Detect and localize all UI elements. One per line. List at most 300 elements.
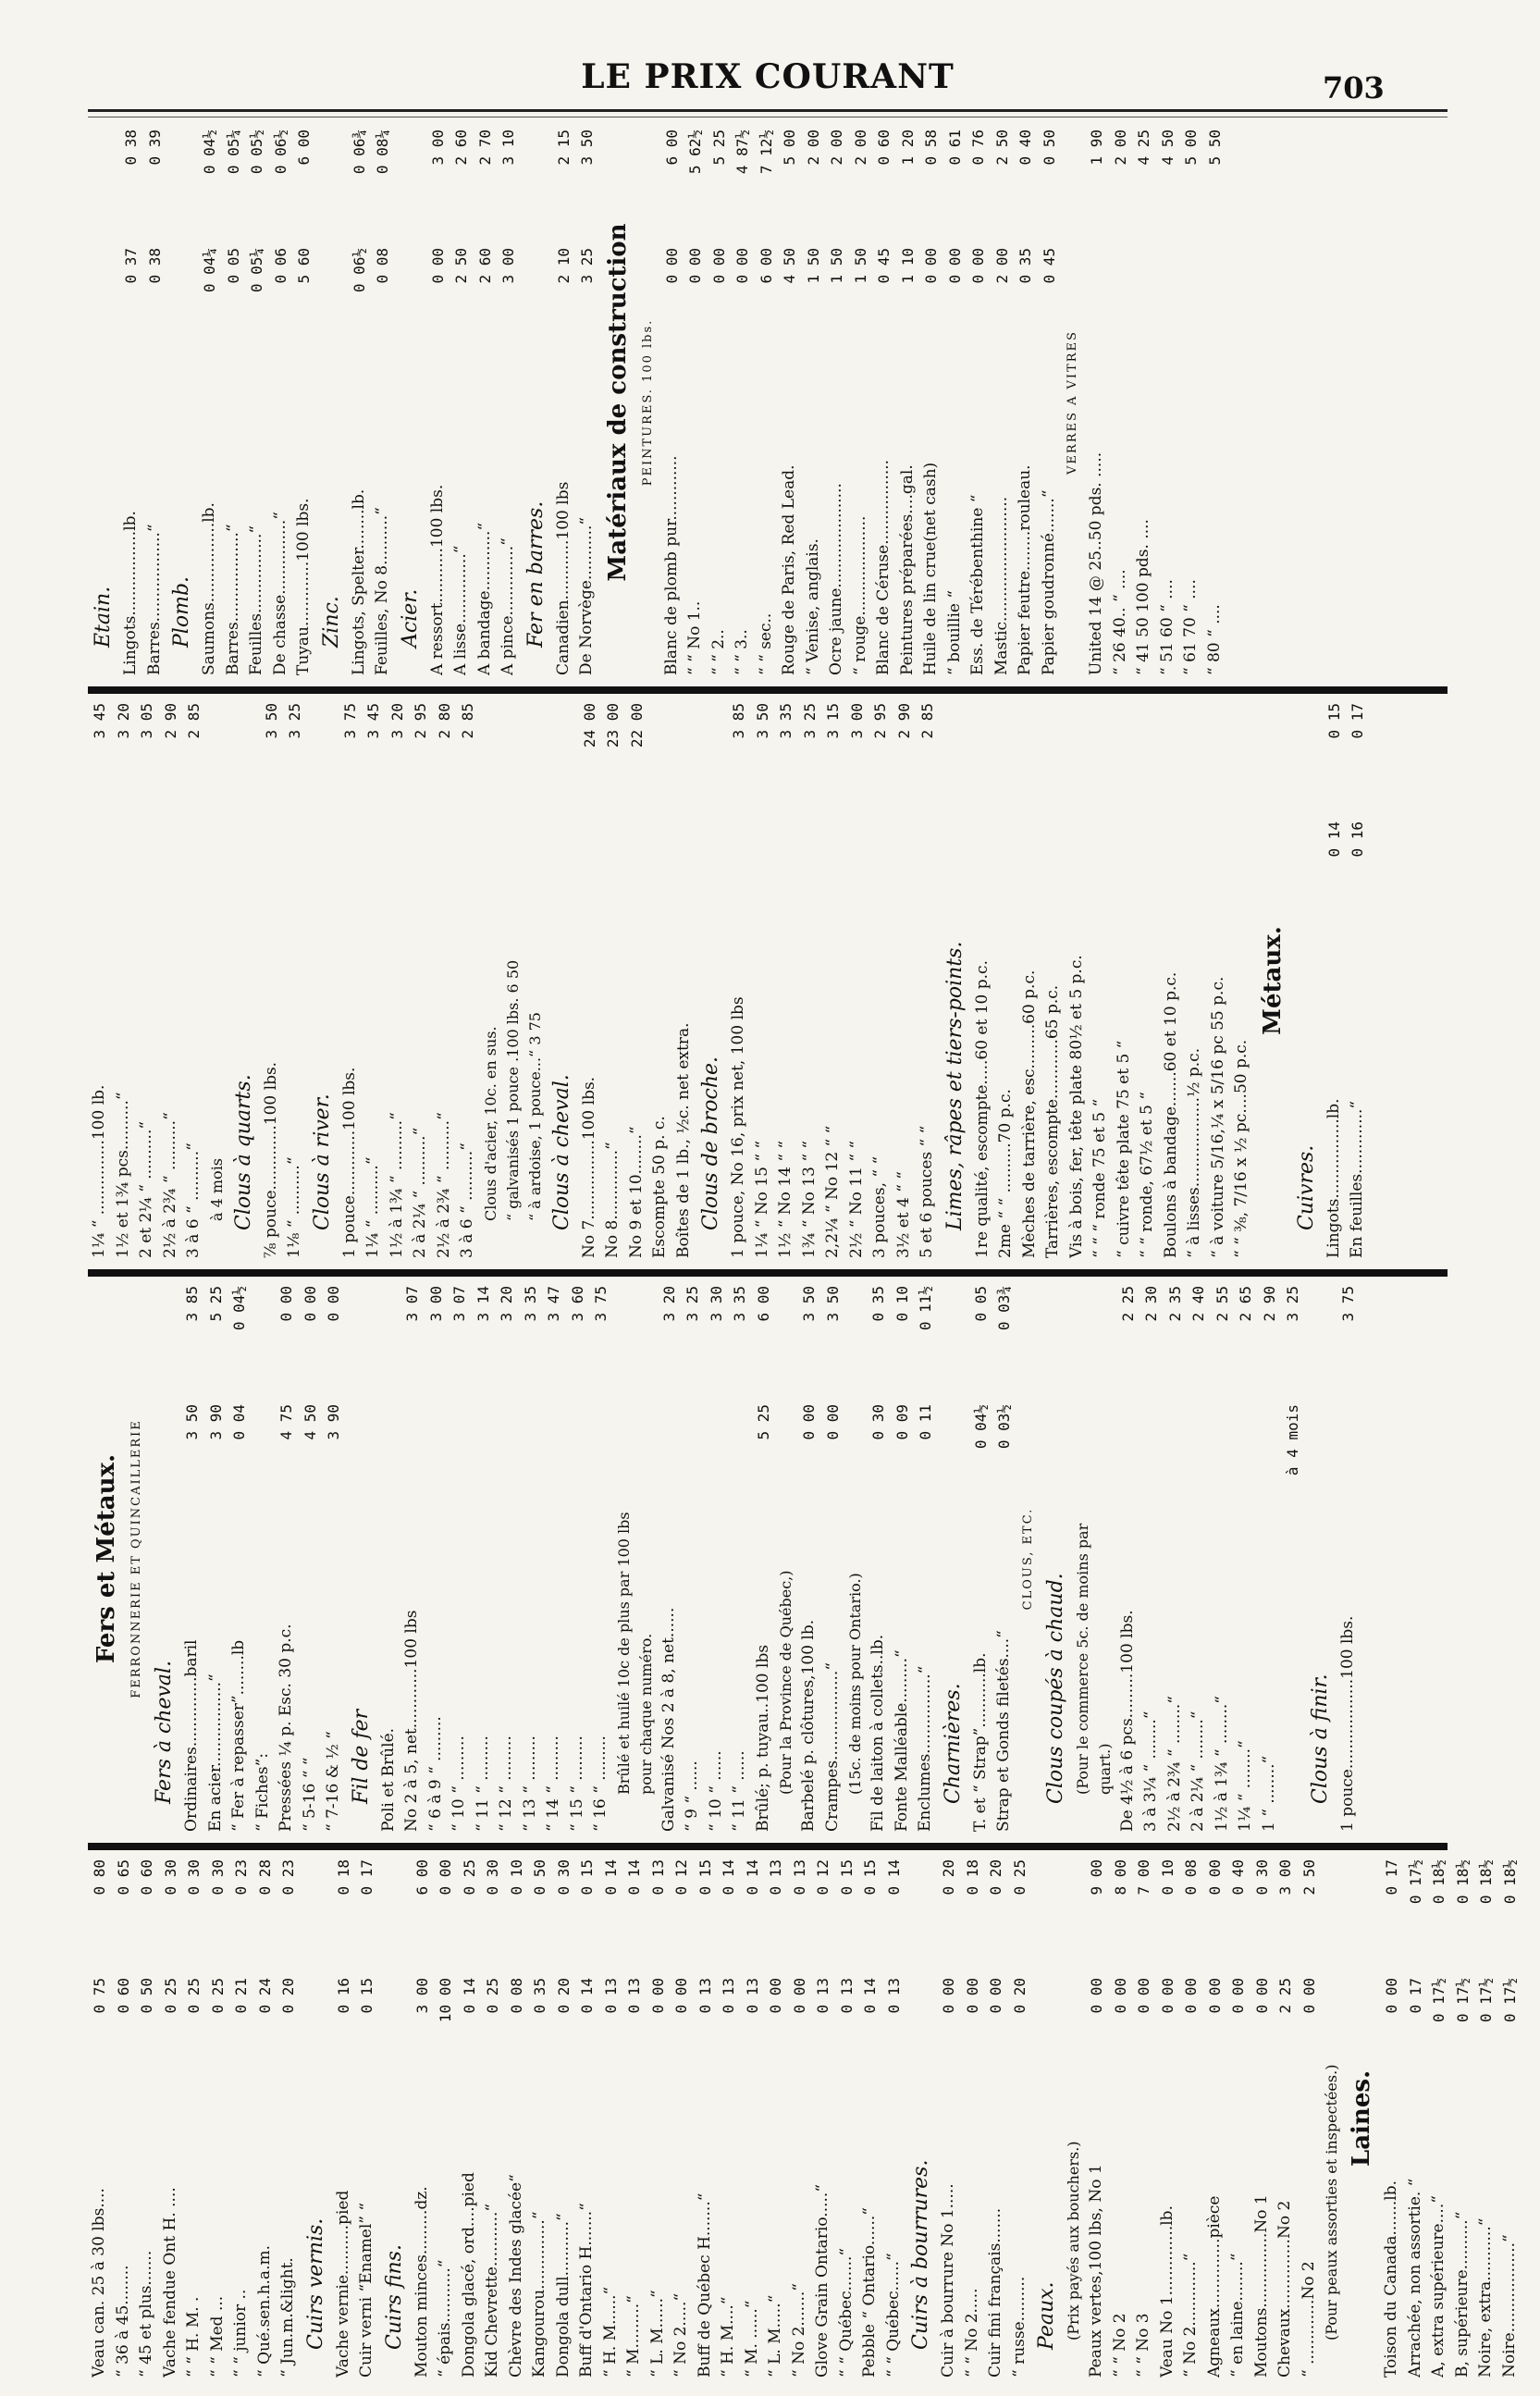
price-low: 0 14	[861, 1978, 879, 2014]
item-label: 1⅛ “ ..........“	[285, 1156, 303, 1258]
item-label: Boîtes de 1 lb., ½c. net extra.	[673, 1022, 693, 1258]
section-heading: Clous à cheval.	[549, 1074, 573, 1230]
price-low: 0 13	[743, 1978, 761, 2014]
item-label: “ 45 et plus.......	[137, 2250, 155, 2377]
price-high: 0 12	[672, 1859, 690, 1896]
price-row	[578, 703, 602, 1258]
price-row	[991, 130, 1015, 675]
price-row	[1089, 703, 1113, 1258]
price-low: 0 35	[1016, 248, 1034, 284]
price-low: 3 00	[413, 1978, 431, 2014]
item-label: “ 15 “ .........	[567, 1735, 586, 1832]
item-label: Moutons...............No 1	[1251, 2194, 1271, 2377]
price-high: 3 30	[707, 1286, 725, 1322]
item-label: “ 10 “ ......	[706, 1750, 725, 1832]
price-high: 5 50	[1205, 130, 1224, 166]
item-label: Noire..................“	[1499, 2234, 1519, 2377]
price-high: 0 06½	[271, 130, 290, 175]
price-row	[971, 703, 995, 1258]
price-row	[332, 1859, 356, 2377]
price-high: 3 14	[474, 1286, 492, 1322]
price-high: 3 25	[1284, 1286, 1301, 1322]
price-high	[1183, 703, 1207, 821]
price-low: 0 15	[358, 1978, 376, 2014]
price-low: 0 75	[91, 1978, 108, 2014]
price-high: 0 03¾	[995, 1286, 1013, 1331]
price-low: 0 00	[662, 248, 681, 284]
price-row	[647, 1859, 671, 2377]
note-line: Clous d'acier, 10c. en sus.	[481, 1026, 499, 1221]
item-label: Lingots.................lb.	[121, 511, 140, 675]
item-label: Vache vernie..........pied	[333, 2190, 352, 2377]
price-row	[575, 130, 599, 675]
item-label: Saumons................lb.	[200, 502, 218, 675]
item-label: “ H. M......“	[600, 2286, 620, 2377]
price-high: 2 30	[1142, 1286, 1160, 1322]
item-label: “ “ ronde, 67½ et 5 “	[1138, 1092, 1156, 1258]
item-label: Agneaux..............pièce	[1204, 2195, 1224, 2377]
price-low: 0 25	[161, 1978, 179, 2014]
price-high	[1230, 703, 1254, 821]
price-low	[578, 821, 602, 940]
item-label: Peaux vertes,100 lbs, No 1	[1087, 2164, 1105, 2377]
column-fers-et-metaux	[88, 1286, 1448, 1832]
price-high: 0 61	[945, 130, 964, 166]
price-row	[896, 130, 920, 675]
price-row	[731, 130, 755, 675]
price-row	[552, 130, 576, 675]
price-low: 0 00	[428, 248, 447, 284]
price-high: 3 20	[114, 703, 132, 739]
item-label: 3 à 3¼ “ ........“	[1141, 1711, 1160, 1832]
item-label: 1¼ “ ........“	[1236, 1740, 1254, 1832]
item-label: Barres..................“	[144, 524, 164, 675]
price-high: 2 85	[185, 703, 203, 739]
item-label: 1½ et 1¾ pcs..........“	[113, 1092, 132, 1258]
price-high: 9 00	[1088, 1859, 1105, 1896]
price-high: 0 12	[814, 1859, 832, 1896]
price-row	[339, 703, 363, 1258]
price-high: 0 00	[277, 1286, 295, 1322]
item-label: 1¼ “ ...............100 lb.	[90, 1084, 108, 1258]
price-row	[433, 703, 457, 1258]
item-label: 1¾ “ No 13 “ “	[799, 1140, 819, 1258]
item-label: “ en laine........“	[1228, 2253, 1247, 2377]
item-label: A, extra supérieure....“	[1429, 2195, 1448, 2377]
price-row	[386, 703, 410, 1258]
price-high: 0 10	[507, 1859, 525, 1896]
price-high: 0 14	[743, 1859, 761, 1896]
price-row	[728, 1286, 752, 1832]
price-low: 4 50	[301, 1404, 319, 1440]
item-label: Enclumes................“	[916, 1665, 934, 1832]
price-low: 0 00	[800, 1404, 818, 1440]
item-label: “ No 2.............“	[1181, 2253, 1200, 2377]
price-high: 2 00	[851, 130, 869, 166]
price-high: 2 15	[554, 130, 573, 166]
price-high: 0 39	[145, 130, 164, 166]
item-label: Tarrières, escompte............65 p.c.	[1043, 984, 1062, 1258]
price-high: 2 50	[1300, 1859, 1318, 1896]
price-high: 0 30	[484, 1859, 501, 1896]
price-row	[1346, 703, 1370, 1258]
section-heading: Cuirs vernis.	[303, 2217, 327, 2350]
price-row	[916, 703, 940, 1258]
price-low: 0 00	[709, 248, 728, 284]
item-label: Canadien............100 lbs	[553, 481, 573, 675]
price-row	[858, 1859, 882, 2377]
item-label: Kid Chevrette...........“	[483, 2203, 501, 2377]
price-low	[260, 821, 284, 940]
price-row	[472, 1286, 496, 1832]
item-label: “ L. M......“	[647, 2290, 667, 2377]
price-row	[1041, 703, 1066, 1258]
rotated-price-table	[88, 120, 1519, 2377]
price-low	[1203, 248, 1227, 366]
item-label: Rouge de Paris, Red Lead.	[780, 464, 798, 675]
price-high: 0 30	[554, 1859, 573, 1896]
price-high: 0 20	[987, 1859, 1004, 1896]
price-low	[495, 1404, 519, 1523]
item-label: Feuilles, No 8..........“	[373, 507, 391, 675]
price-low: 0 13	[625, 1978, 643, 2014]
price-low: 4 50	[781, 248, 798, 284]
item-label: “ No 2.....“	[671, 2292, 690, 2377]
section-heading: Clous à river.	[310, 1093, 334, 1230]
price-row	[159, 703, 183, 1258]
price-high: 0 11½	[917, 1286, 934, 1331]
item-label: 1½ “ No 14 “ “	[776, 1140, 795, 1258]
price-row	[355, 1859, 379, 2377]
price-row	[798, 703, 822, 1258]
item-label: “ Venise, anglais.	[803, 538, 822, 675]
price-low: 0 13	[696, 1978, 714, 2014]
price-low	[971, 821, 995, 940]
item-label: 1re qualité, escompte.....60 et 10 p.c.	[972, 960, 992, 1258]
price-row	[1323, 703, 1347, 1258]
price-low	[1211, 1404, 1235, 1523]
item-label: “ 10 “ .........	[450, 1735, 468, 1832]
price-low	[994, 821, 1018, 940]
price-low: 0 06	[271, 248, 290, 284]
price-row	[599, 1859, 623, 2377]
price-low: 0 00	[1205, 1978, 1224, 2014]
price-high: 0 00	[437, 1859, 454, 1896]
price-high	[1018, 703, 1042, 821]
price-row	[1427, 1859, 1451, 2377]
price-low	[1132, 248, 1156, 366]
price-row	[797, 1286, 821, 1832]
subsection-heading: PEINTURES. 100 lbs.	[640, 318, 655, 487]
price-low: 0 38	[145, 248, 164, 284]
price-row	[371, 130, 395, 675]
price-row	[684, 130, 708, 675]
price-high: 0 17	[1349, 703, 1366, 739]
price-high: 2 55	[1213, 1286, 1231, 1322]
item-label: “ M. ......“	[742, 2300, 761, 2377]
price-row	[400, 1286, 425, 1832]
item-label: “ cuivre tête plate 75 et 5 “	[1114, 1040, 1133, 1258]
price-low	[1230, 821, 1254, 940]
price-low	[774, 821, 798, 940]
price-low	[1156, 248, 1180, 366]
price-row	[275, 1286, 299, 1832]
item-label: Boulons à bandage.......60 et 10 p.c.	[1161, 971, 1180, 1258]
price-low: 3 00	[499, 248, 517, 284]
price-high: 0 18½	[1430, 1859, 1448, 1905]
note-line: Brûlé et huilé 10c de plus par 100 lbs	[614, 1512, 633, 1795]
price-low: 0 04	[230, 1404, 248, 1440]
price-low	[1109, 248, 1133, 366]
price-low	[625, 821, 649, 940]
item-label: 3 à 6 “ ..........“	[184, 1142, 203, 1258]
price-high: 0 60	[138, 1859, 155, 1896]
price-row	[1038, 130, 1062, 675]
price-row	[622, 1859, 647, 2377]
price-low	[751, 821, 775, 940]
price-row	[1234, 1286, 1258, 1832]
price-high: 3 50	[800, 1286, 818, 1322]
price-row	[474, 130, 498, 675]
price-high: 0 20	[940, 1859, 957, 1896]
price-high: 4 87½	[733, 130, 751, 175]
price-low: 0 00	[963, 1978, 981, 2014]
item-label: “ rouge....................	[850, 515, 869, 675]
price-low	[727, 821, 751, 940]
price-low: 0 00	[790, 1978, 808, 2014]
note-line: à 4 mois	[207, 1157, 226, 1221]
subsection-heading: VERRES A VITRES	[1066, 330, 1079, 475]
price-high: 0 18	[334, 1859, 352, 1896]
price-low	[425, 1404, 449, 1523]
price-high: 3 75	[1338, 1286, 1357, 1322]
price-high: 3 05	[138, 703, 155, 739]
price-row	[425, 1286, 449, 1832]
price-row	[672, 703, 696, 1258]
price-low	[845, 821, 869, 940]
price-high: 0 10	[1158, 1859, 1177, 1896]
price-low: 3 50	[183, 1404, 201, 1440]
price-low: 0 24	[255, 1978, 274, 2014]
item-label: “ 61 70 “ ....	[1181, 579, 1200, 675]
price-row	[1207, 703, 1231, 1258]
price-low: 2 00	[992, 248, 1011, 284]
item-label: “ Qué.sen.h.a.m.	[254, 2245, 274, 2377]
section-heading: Fer en barres.	[524, 500, 548, 648]
price-high: 0 30	[208, 1859, 227, 1896]
item-label: 3 pouces, “ “	[870, 1155, 889, 1258]
item-label: Toison du Canada.......lb.	[1382, 2180, 1400, 2377]
price-high: 2 65	[1237, 1286, 1254, 1322]
price-low: 0 04¼	[201, 248, 218, 293]
item-label: No 7................100 lbs.	[579, 1076, 598, 1258]
price-high: 0 15	[578, 1859, 596, 1896]
item-label: Crampes..................“	[822, 1661, 842, 1832]
price-high: 2 60	[452, 130, 470, 166]
price-high: 6 00	[662, 130, 681, 166]
section-heading: Zinc.	[319, 596, 343, 648]
price-low	[135, 821, 159, 940]
item-label: “ “ No 2.....	[962, 2288, 981, 2377]
price-row	[1298, 1859, 1322, 2377]
price-high: 2 00	[828, 130, 845, 166]
price-row	[283, 703, 307, 1258]
price-high: 3 20	[659, 1286, 678, 1322]
price-row	[377, 1286, 401, 1832]
item-label: Galvanisé Nos 2 à 8, net......	[659, 1607, 678, 1832]
price-low	[798, 821, 822, 940]
price-low	[1160, 821, 1184, 940]
item-label: 1¼ “ ..........“	[363, 1156, 382, 1258]
price-low: 2 60	[475, 248, 494, 284]
major-heading: Fers et Métaux.	[92, 1453, 120, 1664]
price-low	[566, 1404, 590, 1523]
price-low: 0 00	[1252, 1978, 1271, 2014]
section-heading: Peaux.	[1035, 2281, 1058, 2350]
price-low: 1 50	[851, 248, 869, 284]
price-row	[937, 1859, 961, 2377]
price-high: 2 50	[992, 130, 1011, 166]
price-row	[229, 1859, 253, 2377]
price-row	[1337, 1286, 1361, 1832]
price-row	[1113, 703, 1137, 1258]
price-high: 0 30	[161, 1859, 179, 1896]
price-low	[893, 821, 917, 940]
price-high: 2 35	[1165, 1286, 1184, 1322]
price-low: 0 00	[969, 248, 987, 284]
price-low: 0 17½	[1430, 1978, 1448, 2023]
price-high: 2 70	[475, 130, 494, 166]
price-low: 0 11	[917, 1404, 934, 1440]
price-low: 3 90	[206, 1404, 225, 1440]
column-divider	[88, 1843, 1448, 1850]
price-row	[788, 1859, 812, 2377]
item-label: “ “ junior ..	[231, 2289, 250, 2377]
price-low	[283, 821, 307, 940]
price-low: 0 17	[1406, 1978, 1424, 2014]
note-line: (Pour le commerce 5c. de moins par	[1073, 1523, 1091, 1795]
price-high: 0 23	[232, 1859, 250, 1896]
page-number: 703	[1323, 70, 1385, 105]
item-label: ⅞ pouce.............100 lbs.	[261, 1061, 280, 1258]
item-label	[1281, 1523, 1305, 1832]
price-high: 3 50	[578, 130, 596, 166]
item-label: Veau No 1..............lb.	[1157, 2205, 1177, 2377]
price-row	[497, 130, 521, 675]
item-label: Poli et Brûlé.	[378, 1727, 398, 1832]
item-label: “ 14 “ .........	[544, 1735, 562, 1832]
price-low: 0 06½	[350, 248, 368, 293]
price-high: 3 10	[499, 130, 517, 166]
major-heading: Matériaux de construction	[603, 223, 632, 582]
price-row	[299, 1286, 323, 1832]
item-label: Buff de Québec H.......“	[695, 2192, 714, 2377]
price-high: 3 75	[592, 1286, 610, 1322]
price-high: 0 65	[114, 1859, 132, 1896]
item-label: 2 à 2¼ “ ..........“	[411, 1127, 429, 1258]
price-low: 0 08	[374, 248, 391, 284]
section-heading: Cuirs à bourrures.	[909, 2159, 932, 2350]
price-low	[589, 1404, 613, 1523]
price-row	[204, 1286, 228, 1832]
price-low	[448, 1404, 472, 1523]
price-high: 0 08	[1182, 1859, 1200, 1896]
price-high: 0 00	[301, 1286, 319, 1322]
price-high: 0 15	[696, 1859, 714, 1896]
price-row	[764, 1859, 788, 2377]
price-low	[1066, 821, 1090, 940]
price-high	[1041, 703, 1066, 821]
price-row	[495, 1286, 519, 1832]
item-label: “ à voiture 5/16,¼ x 5/16 pc 55 p.c.	[1208, 976, 1227, 1258]
item-label: 1 “ ........“	[1259, 1755, 1278, 1832]
price-row	[1250, 1859, 1275, 2377]
price-low: 0 17½	[1477, 1978, 1495, 2023]
price-low: 0 13	[720, 1978, 737, 2014]
item-label: Pebble “ Ontario......“	[860, 2207, 879, 2377]
price-low	[1116, 1404, 1140, 1523]
note-line: quart.)	[1095, 1743, 1114, 1795]
item-label: “ épais...........“	[436, 2259, 454, 2377]
price-row	[670, 1859, 694, 2377]
price-high: 0 18½	[1500, 1859, 1519, 1905]
price-low: 0 16	[334, 1978, 352, 2014]
price-low: 0 20	[554, 1978, 573, 2014]
price-low: à 4 mois	[1284, 1404, 1301, 1476]
item-label: “ 11 “ .........	[473, 1735, 492, 1832]
item-label: “ 16 “ .........	[591, 1735, 610, 1832]
price-low	[672, 821, 696, 940]
price-row	[914, 1286, 938, 1832]
item-label: Lingots................lb.	[1324, 1098, 1343, 1258]
price-row	[542, 1286, 566, 1832]
price-row	[882, 1859, 906, 2377]
price-high: 0 40	[1016, 130, 1034, 166]
section-heading: Etain.	[92, 586, 115, 648]
price-high	[648, 703, 672, 821]
section-heading: Plomb.	[170, 575, 193, 648]
section-heading: Charnières.	[941, 1683, 965, 1804]
price-high: 3 35	[777, 703, 795, 739]
price-row	[601, 703, 625, 1258]
price-high: 0 10	[893, 1286, 911, 1322]
price-high: 3 75	[340, 703, 359, 739]
item-label: “ Fer à repasser”........lb	[229, 1639, 248, 1832]
price-high: 0 50	[1040, 130, 1058, 166]
price-row	[180, 1286, 204, 1832]
price-row	[1160, 703, 1184, 1258]
item-label: “ 41 50 100 pds. ....	[1134, 519, 1152, 675]
price-row	[1085, 130, 1109, 675]
price-high: 0 76	[969, 130, 987, 166]
price-row	[448, 1286, 472, 1832]
price-high: 2 40	[1189, 1286, 1207, 1322]
price-row	[1109, 130, 1133, 675]
price-high: 2 80	[435, 703, 453, 739]
price-row	[849, 130, 873, 675]
price-low: 3 90	[325, 1404, 342, 1440]
item-label: 1 pouce..................100 lbs.	[1337, 1615, 1357, 1832]
price-low: 2 25	[1276, 1978, 1294, 2014]
price-high: 0 18	[963, 1859, 981, 1896]
price-low: 0 16	[1349, 821, 1366, 858]
item-label: 2 et 2¼ “ ..........“	[137, 1120, 155, 1258]
item-label: A bandage............“	[474, 522, 494, 675]
price-row	[708, 130, 732, 675]
price-high: 0 14	[601, 1859, 620, 1896]
price-row	[589, 1286, 613, 1832]
price-high: 6 00	[295, 130, 313, 166]
